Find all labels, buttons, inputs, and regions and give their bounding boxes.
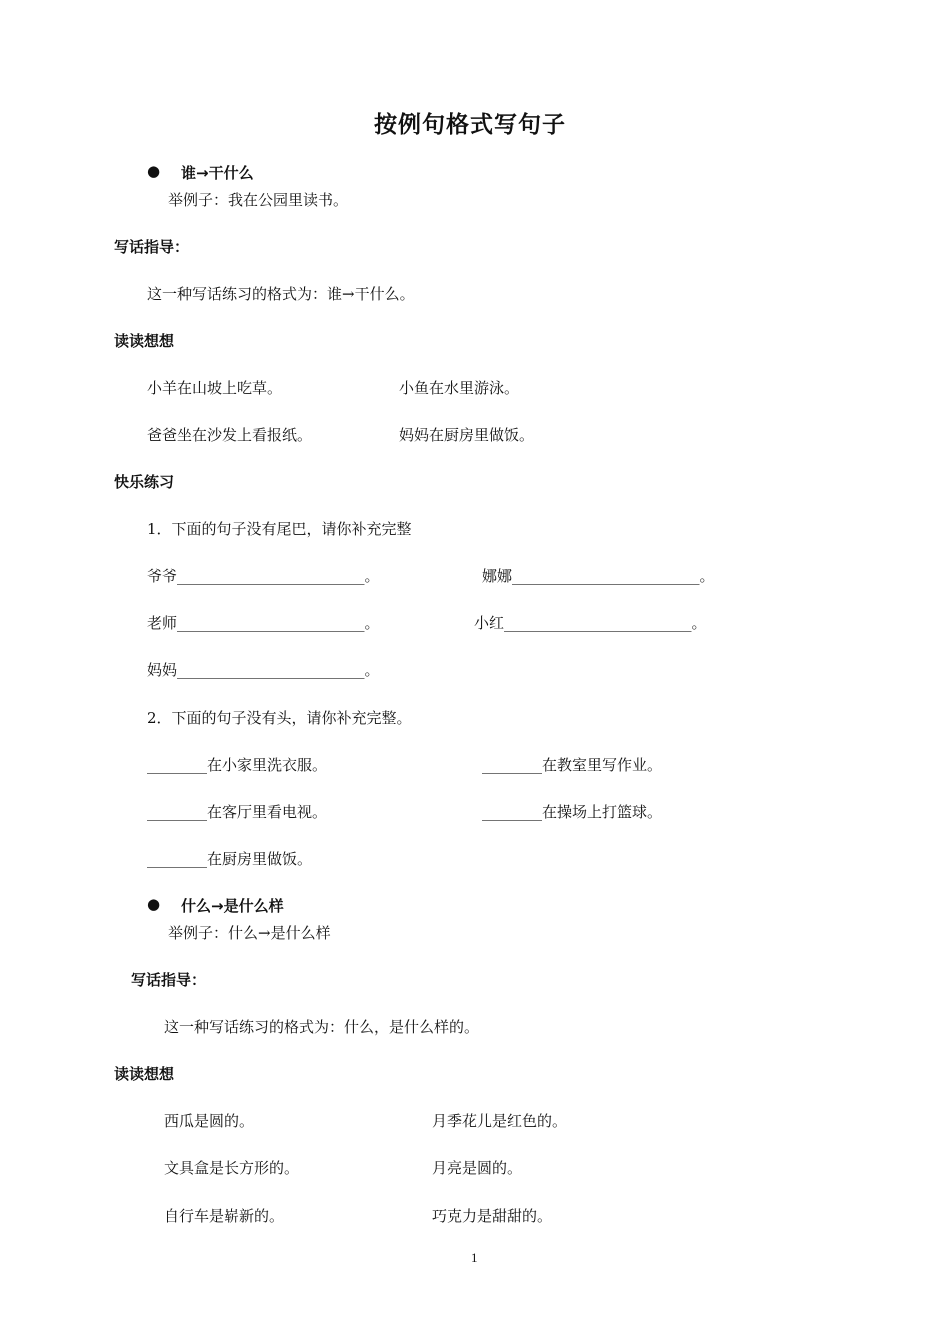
fill-blank-subject[interactable]: ________在厨房里做饭。	[147, 850, 313, 868]
read-item: 巧克力是甜甜的。	[432, 1207, 553, 1225]
question-2: 2．下面的句子没有头，请你补充完整。	[147, 709, 412, 727]
page-number: 1	[471, 1250, 478, 1265]
fill-blank-subject[interactable]: ________在小家里洗衣服。	[147, 756, 328, 774]
practice-heading: 快乐练习	[114, 473, 175, 491]
section2-guide-text: 这一种写话练习的格式为：什么，是什么样的。	[164, 1018, 480, 1036]
fill-blank-ending[interactable]: 小红_________________________。	[474, 614, 707, 632]
fill-blank-subject[interactable]: ________在教室里写作业。	[482, 756, 663, 774]
read-item: 月季花儿是红色的。	[432, 1112, 568, 1130]
read-item: 小羊在山坡上吃草。	[147, 379, 283, 397]
fill-blank-subject[interactable]: ________在操场上打篮球。	[482, 803, 663, 821]
read-item: 自行车是崭新的。	[164, 1207, 285, 1225]
section1-guide-heading: 写话指导：	[114, 238, 190, 256]
read-item: 文具盒是长方形的。	[164, 1159, 300, 1177]
fill-blank-ending[interactable]: 爷爷_________________________。	[147, 567, 380, 585]
read-item: 西瓜是圆的。	[164, 1112, 255, 1130]
bullet-dot-icon: ●	[147, 895, 161, 913]
fill-blank-ending[interactable]: 老师_________________________。	[147, 614, 380, 632]
read-item: 爸爸坐在沙发上看报纸。	[147, 426, 313, 444]
read-item: 小鱼在水里游泳。	[399, 379, 520, 397]
read-item: 妈妈在厨房里做饭。	[399, 426, 535, 444]
section2-heading: 什么→是什么样	[181, 897, 284, 915]
fill-blank-subject[interactable]: ________在客厅里看电视。	[147, 803, 328, 821]
section1-heading: 谁→干什么	[181, 164, 254, 182]
section2-read-heading: 读读想想	[114, 1065, 175, 1083]
section1-example: 举例子：我在公园里读书。	[168, 191, 349, 209]
section2-guide-heading: 写话指导：	[131, 971, 207, 989]
section1-read-heading: 读读想想	[114, 332, 175, 350]
fill-blank-ending[interactable]: 妈妈_________________________。	[147, 661, 380, 679]
section2-example: 举例子：什么→是什么样	[168, 924, 331, 942]
question-1: 1．下面的句子没有尾巴，请你补充完整	[147, 520, 412, 538]
section1-guide-text: 这一种写话练习的格式为：谁→干什么。	[147, 285, 415, 303]
bullet-dot-icon: ●	[147, 162, 161, 180]
page-title: 按例句格式写句子	[374, 112, 566, 138]
fill-blank-ending[interactable]: 娜娜_________________________。	[482, 567, 715, 585]
read-item: 月亮是圆的。	[432, 1159, 523, 1177]
